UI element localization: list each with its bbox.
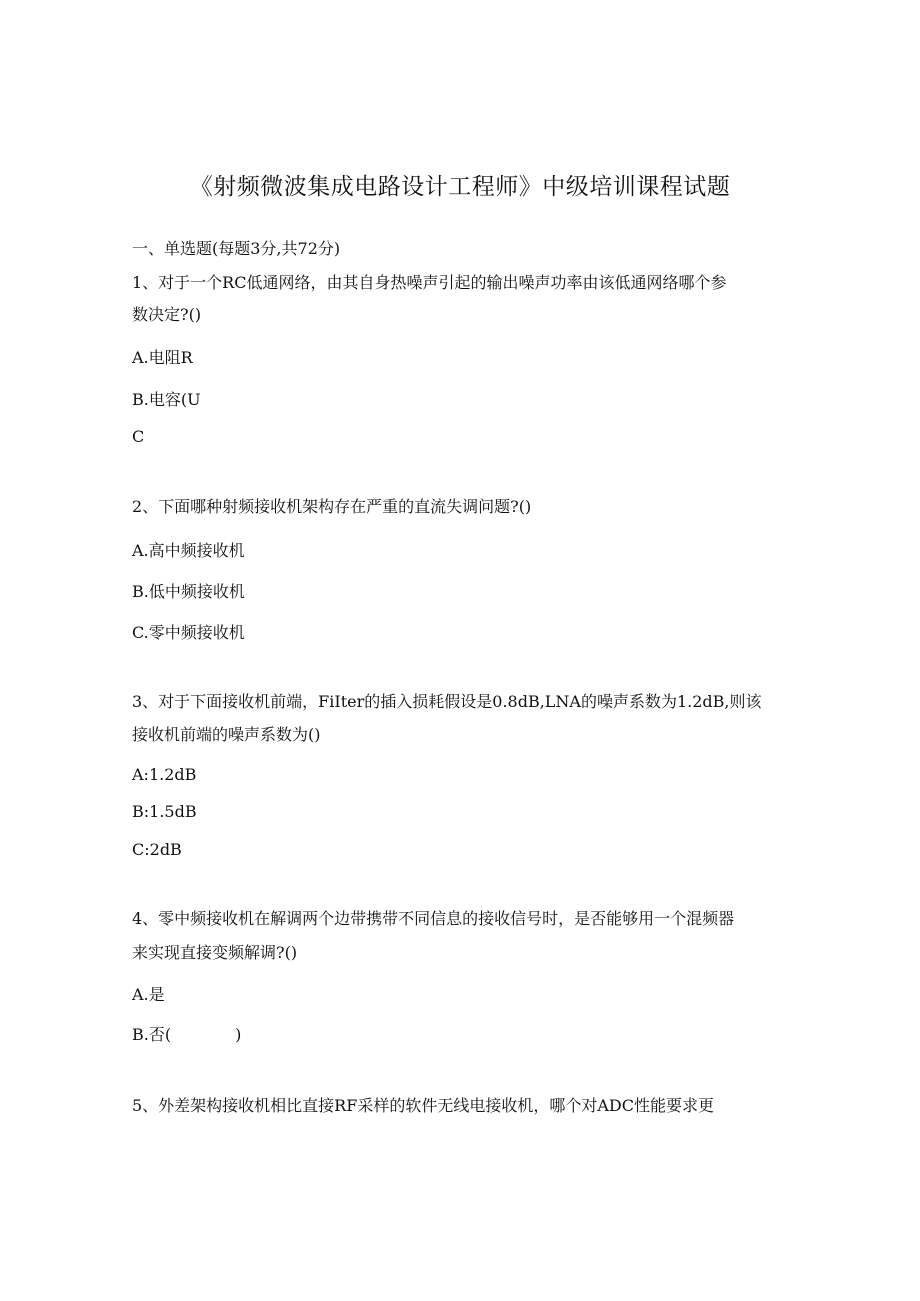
question-4-option-b: B.否( ) [132,1025,242,1044]
question-1-stem-line-2: 数决定?() [132,305,202,324]
question-3-stem-line-1: 3、对于下面接收机前端，FiIter的插入损耗假设是0.8dB,LNA的噪声系数为1.2dB,则该 [132,692,762,711]
section-heading: 一、单选题(每题3分,共72分) [132,239,341,258]
question-1-stem-line-1: 1、对于一个RC低通网络，由其自身热噪声引起的输出噪声功率由该低通网络哪个参 [132,273,727,292]
question-3-option-c: C:2dB [132,840,182,859]
question-5-stem-line-1: 5、外差架构接收机相比直接RF采样的软件无线电接收机，哪个对ADC性能要求更 [132,1096,714,1115]
page-title: 《射频微波集成电路设计工程师》中级培训课程试题 [189,174,731,200]
question-3-stem-line-2: 接收机前端的噪声系数为() [132,725,321,744]
question-3-option-b: B:1.5dB [132,802,197,821]
question-1-option-c: C [132,427,145,446]
question-4-option-a: A.是 [132,985,165,1004]
question-2-option-a: A.高中频接收机 [132,541,245,560]
question-4-stem-line-2: 来实现直接变频解调?() [132,943,298,962]
question-1-option-a: A.电阻R [132,348,193,367]
question-3-option-a: A:1.2dB [132,765,197,784]
question-4-stem-line-1: 4、零中频接收机在解调两个边带携带不同信息的接收信号时，是否能够用一个混频器 [132,909,735,928]
question-2-stem-line-1: 2、下面哪种射频接收机架构存在严重的直流失调问题?() [132,497,532,516]
question-1-option-b: B.电容(U [132,390,201,409]
question-2-option-b: B.低中频接收机 [132,582,245,601]
question-2-option-c: C.零中频接收机 [132,623,245,642]
